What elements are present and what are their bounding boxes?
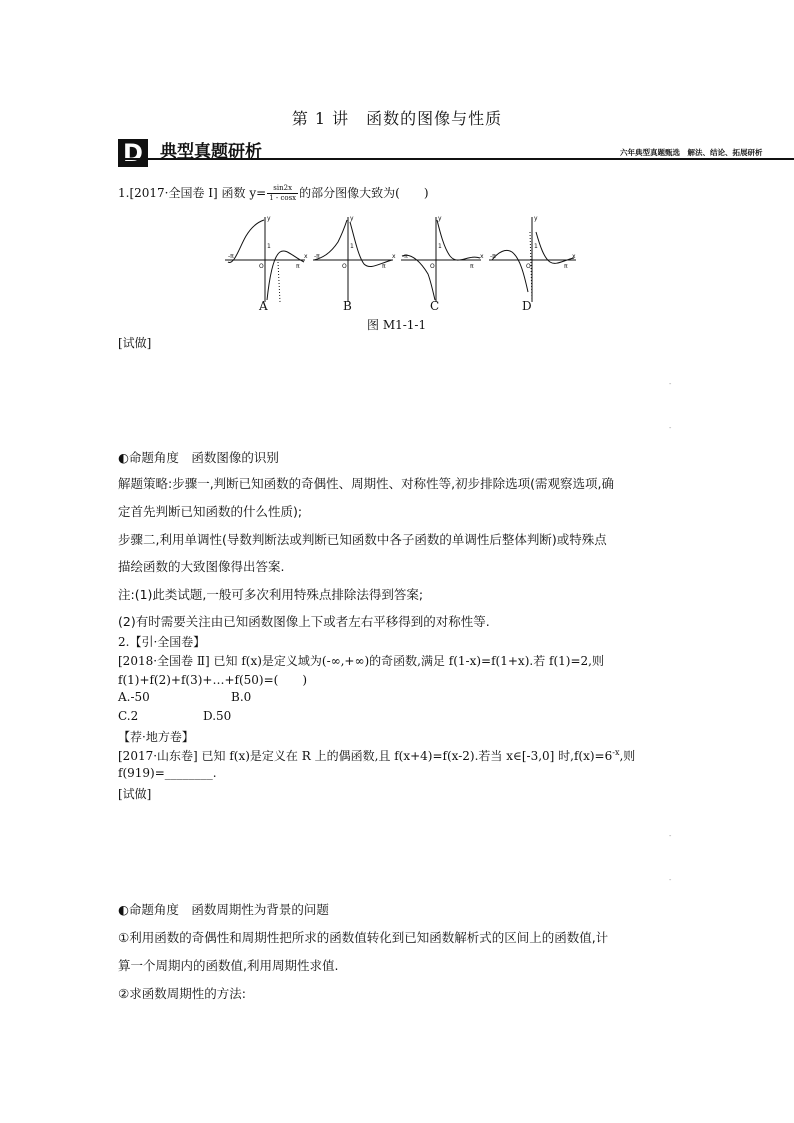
function-graphs-figure — [220, 212, 580, 304]
fraction-numerator: sin2x — [267, 184, 298, 194]
angle-1-line-5: 注:(1)此类试题,一般可多次利用特殊点排除法得到答案; — [118, 587, 424, 602]
question-1-suffix: 的部分图像大致为( ) — [299, 186, 429, 200]
try-label-1: [试做] — [118, 336, 152, 350]
graph-a-origin: O — [259, 263, 264, 270]
graph-b-tick-one: 1 — [350, 243, 354, 250]
question-3-text: [2017·山东卷] 已知 f(x)是定义在 R 上的偶函数,且 f(x+4)=f(x-2).若当 x∈[-3,0] 时,f(x)=6 — [118, 749, 613, 763]
question-3-line-1 — [118, 747, 635, 764]
graph-c-right-curve — [437, 220, 480, 260]
graph-b-x-label: x — [392, 253, 396, 260]
figure-caption: 图 M1-1-1 — [367, 318, 427, 332]
angle-1-line-6: (2)有时需要关注由已知函数图像上下或者左右平移得到的对称性等. — [118, 614, 490, 629]
question-2-option-b: B.0 — [231, 690, 252, 704]
section-hint: 六年典型真题甄选 解法、结论、拓展研析 — [620, 148, 763, 157]
angle-1-line-1: 解题策略:步骤一,判断已知函数的奇偶性、周期性、对称性等,初步排除选项(需观察选项,确 — [118, 476, 615, 491]
fraction — [267, 184, 298, 203]
graph-c-y-label: y — [438, 215, 442, 222]
graph-a-tick-one: 1 — [267, 243, 271, 250]
graph-a — [225, 217, 305, 302]
graph-c-tick-one: 1 — [438, 243, 442, 250]
question-3-text-end: ,则 — [619, 749, 636, 763]
graph-b-neg-pi: -π — [314, 253, 320, 260]
graph-d-tick-one: 1 — [534, 243, 538, 250]
question-1 — [118, 184, 429, 203]
graph-a-right-curve — [267, 251, 304, 300]
graph-c-x-label: x — [480, 253, 484, 260]
section-divider — [118, 158, 794, 160]
graph-d-left-curve — [492, 250, 528, 292]
question-1-prefix: 1.[2017·全国卷 Ⅰ] 函数 y= — [118, 186, 267, 200]
section-letter-badge: D — [118, 139, 148, 167]
option-b-label: B — [343, 299, 352, 313]
angle-2-line-2: 算一个周期内的函数值,利用周期性求值. — [118, 958, 339, 973]
section-title: 典型真题研析 — [160, 142, 262, 162]
question-2-option-c: C.2 — [118, 709, 139, 723]
question-2-option-a: A.-50 — [118, 690, 150, 704]
graph-c — [401, 217, 481, 302]
margin-mark-3: - — [669, 832, 672, 840]
angle-1-label: ◐命题角度 函数图像的识别 — [118, 450, 279, 465]
recommend-head: 【荐·地方卷】 — [118, 730, 194, 744]
fraction-denominator: 1 - cosx — [269, 194, 297, 202]
graph-c-left-curve — [402, 255, 435, 300]
graph-c-pi: π — [470, 263, 474, 270]
question-3-line-2: f(919)=________. — [118, 766, 217, 780]
option-a-label: A — [259, 299, 268, 313]
page-title: 第 1 讲 函数的图像与性质 — [291, 109, 503, 128]
question-2-line-2: f(1)+f(2)+f(3)+…+f(50)=( ) — [118, 673, 308, 687]
option-c-label: C — [430, 299, 440, 313]
graph-d-y-label: y — [534, 215, 538, 222]
margin-mark-2: - — [669, 424, 672, 432]
question-2-option-d: D.50 — [203, 709, 232, 723]
graph-d-right-curve — [536, 232, 574, 263]
graph-b-y-label: y — [350, 215, 354, 222]
graph-d-origin: O — [526, 263, 531, 270]
question-2-head: 2.【引·全国卷】 — [118, 635, 206, 649]
graph-a-dash — [278, 262, 280, 302]
margin-mark-1: - — [669, 380, 672, 388]
graph-a-y-label: y — [267, 215, 271, 222]
graph-b — [313, 217, 393, 302]
angle-1-line-4: 描绘函数的大致图像得出答案. — [118, 559, 285, 574]
graph-b-origin: O — [342, 263, 347, 270]
angle-2-label: ◐命题角度 函数周期性为背景的问题 — [118, 902, 329, 917]
angle-2-line-1: ①利用函数的奇偶性和周期性把所求的函数值转化到已知函数解析式的区间上的函数值,计 — [118, 930, 609, 945]
graph-d-neg-pi: -π — [490, 253, 496, 260]
margin-mark-4: - — [669, 876, 672, 884]
graph-b-pi: π — [382, 263, 386, 270]
question-3-exponent: -x — [612, 748, 620, 757]
graph-c-origin: O — [430, 263, 435, 270]
graph-d-pi: π — [564, 263, 568, 270]
graph-d — [489, 217, 576, 302]
graph-a-pi: π — [296, 263, 300, 270]
try-label-2: [试做] — [118, 787, 152, 801]
option-d-label: D — [522, 299, 532, 313]
angle-1-line-3: 步骤二,利用单调性(导数判断法或判断已知函数中各子函数的单调性后整体判断)或特殊点 — [118, 532, 607, 547]
graph-d-x-label: x — [572, 253, 576, 260]
question-2-line-1: [2018·全国卷 Ⅱ] 已知 f(x)是定义域为(-∞,+∞)的奇函数,满足 f(1-x)=f(1+x).若 f(1)=2,则 — [118, 654, 604, 668]
angle-2-line-3: ②求函数周期性的方法: — [118, 986, 246, 1001]
graph-a-neg-pi: -π — [228, 253, 234, 260]
graph-c-neg-pi: -π — [402, 253, 408, 260]
graph-a-x-label: x — [304, 253, 308, 260]
angle-1-line-2: 定首先判断已知函数的什么性质); — [118, 504, 303, 519]
